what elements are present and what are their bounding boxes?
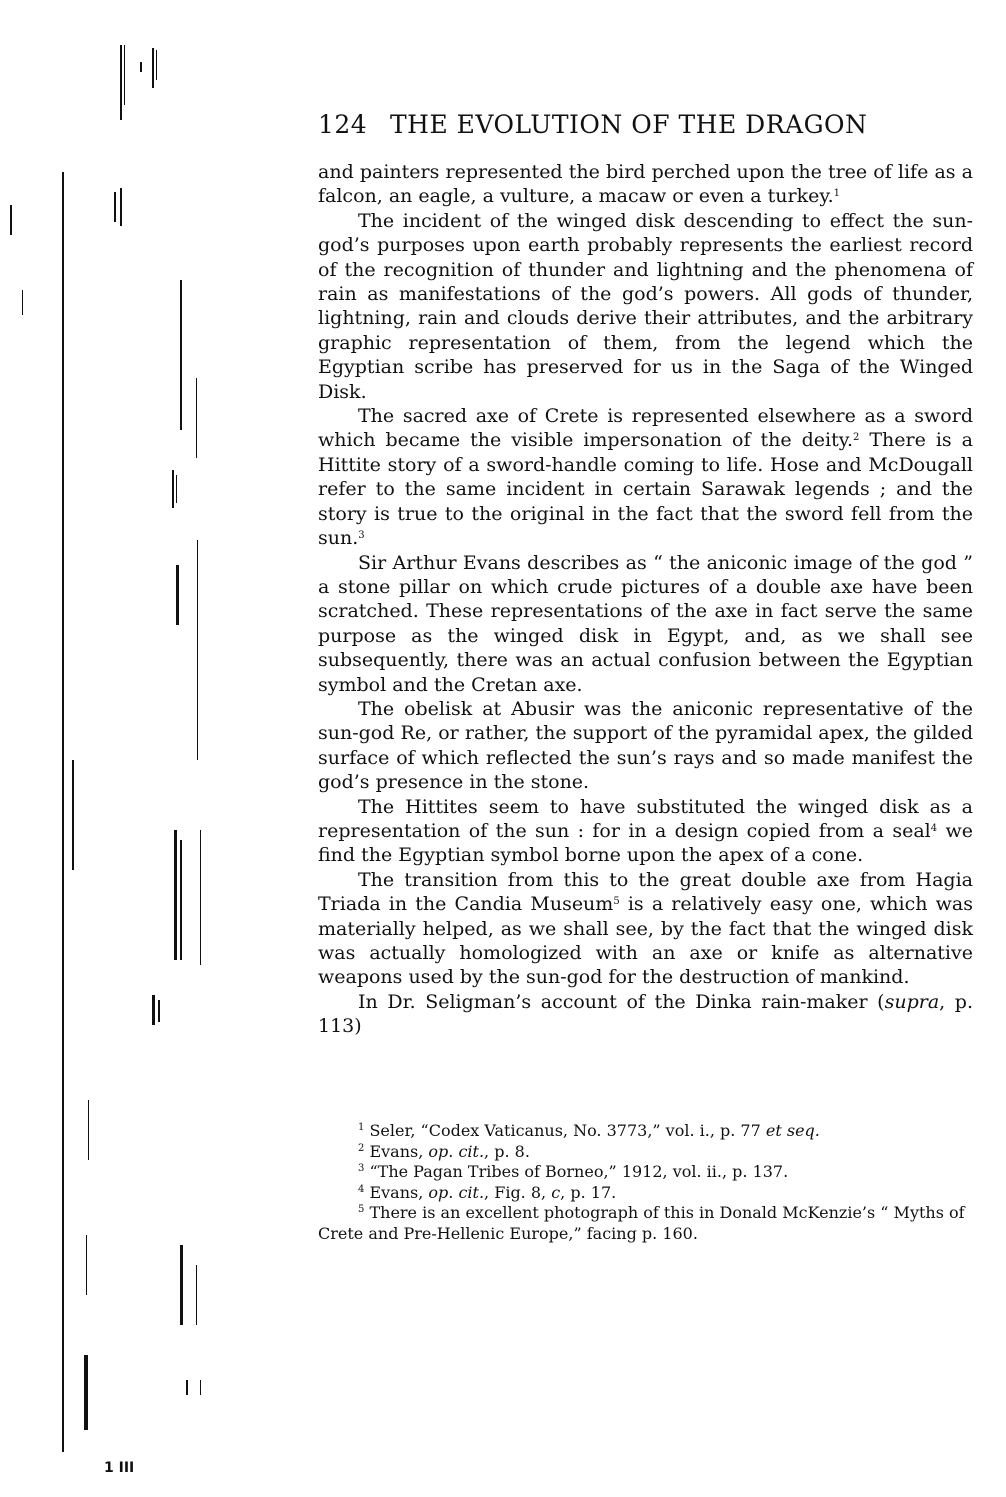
bottom-mark: 1 III (104, 1460, 135, 1476)
paragraph (318, 551, 973, 697)
footnote-ref: 5 (613, 896, 620, 908)
text-run: The incident of the winged disk descending to effect the sun-god’s purposes upon earth probably represents the earliest record of the recognition of thunder and lightning and the phenomena of rain as manifestations of the god’s powers. All gods of thunder, lightning, rain and clouds derive their attributes, and the arbitrary graphic representation of them, from the legend which the Egyptian scribe has preserved for us in the Saga of the Winged Disk. (318, 209, 973, 403)
footnote (318, 1162, 978, 1183)
text-run: Sir Arthur Evans describes as “ the aniconic image of the god ” a stone pillar on which crude pictures of a double axe have been scratched. These representations of the axe in fact serve the same purpose as the winged disk in Egypt, and, as we shall see subsequently, there was an actual confusion between the Egyptian symbol and the Cretan axe. (318, 551, 973, 696)
text-run: Seler, “Codex Vaticanus, No. 3773,” vol. i., p. 77 (364, 1121, 766, 1140)
footnote-ref: 1 (833, 188, 841, 200)
running-header (318, 110, 978, 139)
italic-text: op. cit. (428, 1182, 485, 1202)
footnote-ref: 1 (358, 1122, 365, 1133)
footnote-ref: 5 (358, 1204, 365, 1215)
paragraph (318, 868, 973, 990)
text-run: The Hittites seem to have substituted the winged disk as a representation of the sun : for in a design copied from a seal (318, 795, 973, 842)
text-run: In Dr. Seligman’s account of the Dinka rain-maker ( (358, 990, 885, 1013)
italic-text: c (551, 1182, 561, 1202)
running-title: THE EVOLUTION OF THE DRAGON (390, 110, 868, 139)
paragraph (318, 160, 973, 209)
paragraph (318, 697, 973, 795)
italic-text: et seq. (765, 1121, 820, 1140)
text-run: and painters represented the bird perched upon the tree of life as a falcon, an eagle, a vulture, a macaw or even a turkey. (318, 161, 973, 208)
footnote-ref: 4 (930, 822, 938, 834)
paragraph (318, 404, 973, 550)
text-run: The obelisk at Abusir was the aniconic representative of the sun-god Re, or rather, the support of the pyramidal apex, the gilded surface of which reflected the sun’s rays and so made manifest the god’s presence in the stone. (318, 697, 973, 794)
footnotes (318, 1121, 978, 1244)
text-run: “The Pagan Tribes of Borneo,” 1912, vol. ii., p. 137. (364, 1162, 789, 1181)
paragraph (318, 795, 973, 868)
body-text (318, 160, 973, 1039)
text-run: Evans, (364, 1182, 429, 1202)
text-run: , p. 113) (318, 990, 973, 1038)
text-run: we find the Egyptian symbol borne upon the apex of a cone. (318, 819, 974, 867)
footnote (318, 1142, 978, 1163)
paragraph (318, 990, 973, 1039)
page-number: 124 (318, 110, 368, 139)
text-run: Evans, (364, 1141, 429, 1161)
footnote-ref: 4 (358, 1183, 365, 1195)
italic-text: op. cit. (428, 1141, 485, 1161)
paragraph (318, 209, 973, 404)
text-run: , p. 8. (484, 1141, 530, 1161)
footnote-ref: 3 (358, 530, 365, 542)
footnote (318, 1183, 978, 1204)
text-run: There is a Hittite story of a sword-handle coming to life. Hose and McDougall refer to the same incident in certain Sarawak legends ; and the story is true to the original in the fact that the sword fell from the sun. (318, 429, 973, 550)
footnote-ref: 2 (852, 432, 860, 444)
text-run: The sacred axe of Crete is represented elsewhere as a sword which became the visible impersonation of the deity. (318, 405, 973, 452)
italic-text: supra (884, 990, 940, 1013)
footnote (318, 1203, 978, 1244)
text-run: is a relatively easy one, which was materially helped, as we shall see, by the fact that the winged disk was actually homologized with an axe or knife as alternative weapons used by the sun-god for the destruction of mankind. (318, 893, 973, 989)
footnote-ref: 3 (358, 1163, 365, 1174)
footnote-ref: 2 (358, 1142, 365, 1154)
text-run: , p. 17. (560, 1182, 617, 1202)
footnote (318, 1121, 978, 1142)
text-run: The transition from this to the great double axe from Hagia Triada in the Candia Museum (318, 868, 973, 916)
text-run: , Fig. 8, (484, 1182, 552, 1202)
text-run: There is an excellent photograph of this in Donald McKenzie’s “ Myths of Crete and Pre-Hellenic Europe,” facing p. 160. (318, 1203, 965, 1243)
